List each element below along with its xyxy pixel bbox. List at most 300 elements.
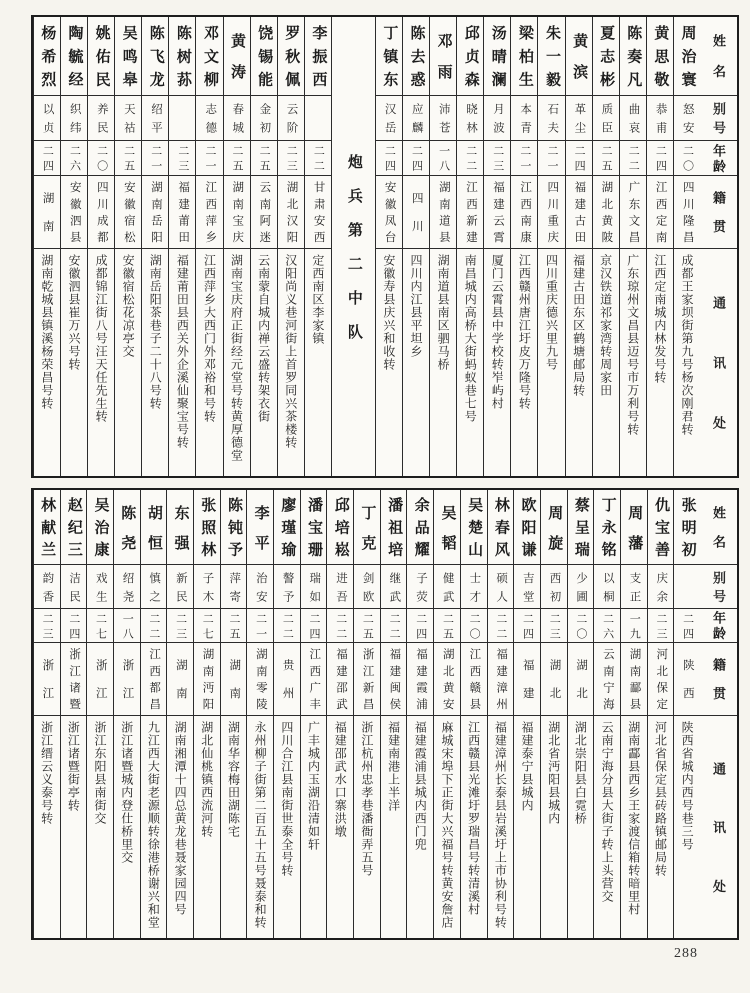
person-column <box>277 17 304 476</box>
person-name-cell: 林春风 <box>492 497 509 564</box>
person-native-cell: 福建漳州 <box>488 642 514 715</box>
person-address-cell: 广丰城内玉湖沿清如轩 <box>301 715 327 938</box>
person-column <box>487 490 514 938</box>
person-alias-cell <box>674 564 700 608</box>
person-alias-cell: 金初 <box>251 95 277 140</box>
person-name-cell: 夏志彬 <box>598 25 615 95</box>
person-name-cell: 吴韬 <box>439 504 456 564</box>
person-age-cell: 二一 <box>538 140 564 175</box>
person-address-cell: 湖南湘潭十四总黄龙巷聂家园四号 <box>167 715 193 938</box>
person-alias-cell: 庆余 <box>648 564 674 608</box>
artillery-unit-label: 炮兵第二中队 <box>345 154 362 358</box>
person-column <box>620 490 647 938</box>
person-native-cell: 湖北 <box>568 642 594 715</box>
top-roster-table <box>31 15 739 478</box>
person-native-cell: 四川隆昌 <box>674 175 700 248</box>
person-column <box>195 17 222 476</box>
person-address-cell: 福建莆田县西关外企溪仙聚宝号转 <box>169 248 195 476</box>
person-column <box>87 17 114 476</box>
person-address-cell: 浙江缙云义泰号转 <box>34 715 60 938</box>
person-column <box>220 490 247 938</box>
person-column <box>33 490 60 938</box>
person-column <box>429 17 456 476</box>
person-native-cell: 四川 <box>403 175 429 248</box>
person-age-cell: 二五 <box>354 608 380 642</box>
person-name-cell: 黄思敬 <box>652 25 669 95</box>
person-age-cell: 二七 <box>87 608 113 642</box>
person-address-cell: 永州柳子街第二百五十五号聂泰和转 <box>247 715 273 938</box>
person-name-cell: 丁镇东 <box>381 25 398 95</box>
person-address-cell: 汉阳尚义巷河街上首罗同兴茶楼转 <box>278 248 304 476</box>
person-age-cell: 二四 <box>514 608 540 642</box>
person-address-cell: 江西定南城内林发号转 <box>647 248 673 476</box>
person-column <box>646 17 673 476</box>
person-alias-cell: 春城 <box>224 95 250 140</box>
person-address-cell: 湖北仙桃镇西流河转 <box>194 715 220 938</box>
person-native-cell: 江西新建 <box>457 175 483 248</box>
person-address-cell: 云南宁海分县大街子转上头营交 <box>594 715 620 938</box>
person-age-cell: 二一 <box>142 140 168 175</box>
header-column <box>700 490 737 938</box>
person-name-cell: 林献兰 <box>39 497 56 564</box>
person-address-cell: 江西赣县光滩圩罗瑞昌号转清溪村 <box>461 715 487 938</box>
person-name-cell: 陶毓经 <box>66 25 83 95</box>
person-name-cell: 邱贞森 <box>462 25 479 95</box>
person-alias-cell: 慎之 <box>141 564 167 608</box>
person-column <box>273 490 300 938</box>
header-alias: 别号 <box>700 564 737 608</box>
person-column <box>86 490 113 938</box>
person-name-cell: 潘祖培 <box>386 497 403 564</box>
person-age-cell: 二三 <box>648 608 674 642</box>
person-alias-cell: 支正 <box>621 564 647 608</box>
person-native-cell: 福建云霄 <box>484 175 510 248</box>
person-address-cell: 江西萍乡大西门外邓裕和号转 <box>196 248 222 476</box>
person-address-cell: 湖南道县南区驷马桥 <box>430 248 456 476</box>
person-native-cell: 江西都昌 <box>141 642 167 715</box>
person-column <box>406 490 433 938</box>
person-alias-cell: 治安 <box>247 564 273 608</box>
person-native-cell: 湖北黄陂 <box>593 175 619 248</box>
person-alias-cell: 天祜 <box>115 95 141 140</box>
person-alias-cell: 恭甫 <box>647 95 673 140</box>
person-name-cell: 东强 <box>172 504 189 564</box>
person-alias-cell: 沛苍 <box>430 95 456 140</box>
person-alias-cell: 绍尧 <box>114 564 140 608</box>
person-address-cell: 定西南区李家镇 <box>305 248 331 476</box>
person-age-cell: 二二 <box>381 608 407 642</box>
person-column <box>168 17 195 476</box>
person-address-cell: 浙江诸暨街亭转 <box>61 715 87 938</box>
person-name-cell: 陈奏凡 <box>625 25 642 95</box>
person-name-cell: 张明初 <box>679 497 696 564</box>
person-native-cell: 福建闽侯 <box>381 642 407 715</box>
person-column <box>619 17 646 476</box>
person-address-cell: 陕西省城内西号巷三号 <box>674 715 700 938</box>
person-alias-cell <box>305 95 331 140</box>
person-name-cell: 陈尧 <box>119 504 136 564</box>
person-address-cell: 南昌城内高桥大街蚂蚁巷七号 <box>457 248 483 476</box>
person-age-cell: 二一 <box>511 140 537 175</box>
header-name: 姓名 <box>711 506 726 564</box>
person-age-cell: 二五 <box>221 608 247 642</box>
person-age-cell: 一八 <box>430 140 456 175</box>
person-column <box>537 17 564 476</box>
person-age-cell: 二一 <box>196 140 222 175</box>
person-native-cell: 广东文昌 <box>620 175 646 248</box>
person-name-cell: 罗秋佩 <box>283 25 300 95</box>
person-alias-cell: 质臣 <box>593 95 619 140</box>
person-name-cell: 陈钝予 <box>225 497 242 564</box>
person-native-cell: 浙江 <box>87 642 113 715</box>
person-alias-cell: 戏生 <box>87 564 113 608</box>
person-native-cell: 浙江 <box>34 642 60 715</box>
person-native-cell: 福建邵武 <box>327 642 353 715</box>
person-alias-cell: 以桐 <box>594 564 620 608</box>
person-name-cell: 胡恒 <box>145 504 162 564</box>
person-age-cell: 二五 <box>434 608 460 642</box>
person-alias-cell: 洁民 <box>61 564 87 608</box>
person-age-cell: 二二 <box>274 608 300 642</box>
person-address-cell: 京汉铁道祁家湾转周家田 <box>593 248 619 476</box>
person-age-cell: 二五 <box>115 140 141 175</box>
person-address-cell: 安徽寿县庆兴和收转 <box>376 248 402 476</box>
person-address-cell: 广东琼州文昌县迈号市万利号转 <box>620 248 646 476</box>
person-address-cell: 福建南港上半洋 <box>381 715 407 938</box>
person-name-cell: 邱培崧 <box>332 497 349 564</box>
person-native-cell: 湖南岳阳 <box>142 175 168 248</box>
person-column <box>140 490 167 938</box>
person-native-cell: 江西广丰 <box>301 642 327 715</box>
person-age-cell: 二〇 <box>88 140 114 175</box>
person-age-cell: 二二 <box>457 140 483 175</box>
person-column <box>250 17 277 476</box>
person-name-cell: 汤晴澜 <box>489 25 506 95</box>
person-alias-cell: 革尘 <box>566 95 592 140</box>
person-native-cell: 江西定南 <box>647 175 673 248</box>
person-age-cell: 二二 <box>141 608 167 642</box>
person-name-cell: 潘宝珊 <box>306 497 323 564</box>
person-native-cell: 安徽宿松 <box>115 175 141 248</box>
person-age-cell: 一九 <box>621 608 647 642</box>
person-address-cell: 湖北崇阳县白霓桥 <box>568 715 594 938</box>
person-column <box>673 17 700 476</box>
person-alias-cell: 謷予 <box>274 564 300 608</box>
person-age-cell: 二二 <box>488 608 514 642</box>
person-native-cell: 福建莆田 <box>169 175 195 248</box>
person-name-cell: 吴鸣皋 <box>120 25 137 95</box>
person-address-cell: 麻城宋埠下正街大兴福号转黄安詹店 <box>434 715 460 938</box>
person-native-cell: 湖南 <box>34 175 60 248</box>
header-address: 通讯处 <box>700 248 737 476</box>
person-address-cell: 湖南乾城县镇溪杨荣昌号转 <box>34 248 60 476</box>
person-address-cell: 四川合江县南街世泰全号转 <box>274 715 300 938</box>
person-native-cell: 四川成都 <box>88 175 114 248</box>
person-column <box>246 490 273 938</box>
person-address-cell: 安徽宿松花凉亭交 <box>115 248 141 476</box>
person-alias-cell: 织纬 <box>61 95 87 140</box>
person-column <box>353 490 380 938</box>
person-alias-cell: 应麟 <box>403 95 429 140</box>
person-column <box>540 490 567 938</box>
person-alias-cell: 继武 <box>381 564 407 608</box>
person-column <box>114 17 141 476</box>
person-native-cell: 河北保定 <box>648 642 674 715</box>
person-column <box>113 490 140 938</box>
person-native-cell: 安徽泗县 <box>61 175 87 248</box>
person-native-cell: 湖南沔阳 <box>194 642 220 715</box>
person-alias-cell: 少圃 <box>568 564 594 608</box>
person-column <box>565 17 592 476</box>
person-column <box>193 490 220 938</box>
person-name-cell: 周旋 <box>546 504 563 564</box>
person-name-cell: 陈去惑 <box>408 25 425 95</box>
person-age-cell: 二四 <box>376 140 402 175</box>
person-age-cell: 二〇 <box>568 608 594 642</box>
person-native-cell: 福建 <box>514 642 540 715</box>
person-address-cell: 湖北省沔阳县城内 <box>541 715 567 938</box>
person-name-cell: 邓文柳 <box>201 25 218 95</box>
person-native-cell: 四川重庆 <box>538 175 564 248</box>
person-native-cell: 湖北黄安 <box>434 642 460 715</box>
person-address-cell: 厦门云霄县中学校转岝屿村 <box>484 248 510 476</box>
person-column <box>647 490 674 938</box>
header-name: 姓名 <box>711 34 726 95</box>
person-name-cell: 陈树荪 <box>174 25 191 95</box>
person-column <box>510 17 537 476</box>
header-alias: 别号 <box>700 95 737 140</box>
person-address-cell: 湖南岳阳茶巷子二十八号转 <box>142 248 168 476</box>
person-alias-cell: 养民 <box>88 95 114 140</box>
person-address-cell: 福建邵武水口寨洪墩 <box>327 715 353 938</box>
person-native-cell: 云南宁海 <box>594 642 620 715</box>
person-alias-cell: 子荧 <box>407 564 433 608</box>
person-address-cell: 浙江杭州忠孝巷潘衙弄五号 <box>354 715 380 938</box>
person-alias-cell: 绍平 <box>142 95 168 140</box>
person-native-cell: 湖北 <box>541 642 567 715</box>
person-column <box>593 490 620 938</box>
person-native-cell: 湖南 <box>221 642 247 715</box>
header-native: 籍贯 <box>700 642 737 715</box>
person-alias-cell: 健武 <box>434 564 460 608</box>
person-name-cell: 李振西 <box>310 25 327 95</box>
person-age-cell: 二二 <box>305 140 331 175</box>
person-column <box>592 17 619 476</box>
person-alias-cell: 新民 <box>167 564 193 608</box>
person-alias-cell: 瑞如 <box>301 564 327 608</box>
person-name-cell: 廖瑾瑜 <box>279 497 296 564</box>
person-column <box>223 17 250 476</box>
person-name-cell: 饶锡能 <box>256 25 273 95</box>
person-address-cell: 湖南华容梅田湖陈宅 <box>221 715 247 938</box>
person-alias-cell: 西初 <box>541 564 567 608</box>
person-age-cell: 二五 <box>251 140 277 175</box>
person-column <box>673 490 700 938</box>
person-name-cell: 杨希烈 <box>39 25 56 95</box>
person-column <box>513 490 540 938</box>
person-age-cell: 二四 <box>566 140 592 175</box>
person-age-cell: 二三 <box>169 140 195 175</box>
person-column <box>456 17 483 476</box>
person-age-cell: 二二 <box>327 608 353 642</box>
person-native-cell: 湖南酃县 <box>621 642 647 715</box>
person-name-cell: 黄滨 <box>571 33 588 95</box>
person-alias-cell: 月波 <box>484 95 510 140</box>
person-column <box>567 490 594 938</box>
person-alias-cell: 韵香 <box>34 564 60 608</box>
person-age-cell: 二三 <box>34 608 60 642</box>
person-address-cell: 福建泰宁县城内 <box>514 715 540 938</box>
person-address-cell: 湖南宝庆府正街经元堂号转黄厚德堂 <box>224 248 250 476</box>
person-age-cell: 二二 <box>620 140 646 175</box>
person-alias-cell: 怒安 <box>674 95 700 140</box>
person-column <box>60 490 87 938</box>
person-alias-cell: 剑欧 <box>354 564 380 608</box>
person-age-cell: 二五 <box>224 140 250 175</box>
header-native: 籍贯 <box>700 175 737 248</box>
person-column <box>402 17 429 476</box>
person-address-cell: 江西赣州唐江圩皮万隆号转 <box>511 248 537 476</box>
person-native-cell: 浙江诸暨 <box>61 642 87 715</box>
person-name-cell: 丁永铭 <box>599 497 616 564</box>
person-age-cell: 二七 <box>194 608 220 642</box>
person-name-cell: 仇宝善 <box>652 497 669 564</box>
person-age-cell: 二四 <box>674 608 700 642</box>
person-age-cell: 二三 <box>167 608 193 642</box>
person-age-cell: 二六 <box>594 608 620 642</box>
person-column <box>33 17 60 476</box>
person-alias-cell: 硕人 <box>488 564 514 608</box>
header-address: 通讯处 <box>700 715 737 938</box>
person-native-cell: 湖北汉阳 <box>278 175 304 248</box>
person-age-cell: 二三 <box>484 140 510 175</box>
person-native-cell: 湖南零陵 <box>247 642 273 715</box>
person-column <box>380 490 407 938</box>
person-native-cell: 安徽凤台 <box>376 175 402 248</box>
person-age-cell: 二四 <box>407 608 433 642</box>
person-address-cell: 成都王家坝街第九号杨次刚君转 <box>674 248 700 476</box>
person-alias-cell: 汉岳 <box>376 95 402 140</box>
person-column <box>483 17 510 476</box>
header-age: 年龄 <box>700 608 737 642</box>
person-name-cell: 陈飞龙 <box>147 25 164 95</box>
person-address-cell: 福建漳州长泰县岩溪圩上市协利号转 <box>488 715 514 938</box>
person-alias-cell: 子木 <box>194 564 220 608</box>
person-age-cell: 二四 <box>301 608 327 642</box>
person-address-cell: 九江西大街老源顺转徐港桥谢兴和堂 <box>141 715 167 938</box>
person-alias-cell: 萍寄 <box>221 564 247 608</box>
person-native-cell: 福建古田 <box>566 175 592 248</box>
bottom-roster-table <box>31 488 739 940</box>
person-name-cell: 丁克 <box>359 504 376 564</box>
person-address-cell: 福建古田东区鹤塘邮局转 <box>566 248 592 476</box>
page-number: 288 <box>674 946 698 961</box>
person-alias-cell: 本青 <box>511 95 537 140</box>
person-alias-cell: 云阶 <box>278 95 304 140</box>
header-column <box>700 17 737 476</box>
person-name-cell: 姚佑民 <box>93 25 110 95</box>
person-age-cell: 二四 <box>647 140 673 175</box>
person-age-cell: 二〇 <box>461 608 487 642</box>
person-age-cell: 二四 <box>34 140 60 175</box>
person-address-cell: 湖南酃县西乡王家渡信箱转暗里村 <box>621 715 647 938</box>
person-native-cell: 江西南康 <box>511 175 537 248</box>
person-native-cell: 江西赣县 <box>461 642 487 715</box>
person-column <box>433 490 460 938</box>
person-name-cell: 周藩 <box>626 504 643 564</box>
person-column <box>60 17 87 476</box>
person-age-cell: 二六 <box>61 140 87 175</box>
person-column <box>300 490 327 938</box>
person-name-cell: 邓雨 <box>435 33 452 95</box>
person-age-cell: 二一 <box>247 608 273 642</box>
person-alias-cell: 晓林 <box>457 95 483 140</box>
person-column <box>141 17 168 476</box>
person-age-cell: 二四 <box>61 608 87 642</box>
person-native-cell: 陕西 <box>674 642 700 715</box>
person-name-cell: 吴楚山 <box>466 497 483 564</box>
person-address-cell: 浙江东阳县南街交 <box>87 715 113 938</box>
person-alias-cell: 石夫 <box>538 95 564 140</box>
person-name-cell: 余品耀 <box>412 497 429 564</box>
header-age: 年龄 <box>700 140 737 175</box>
person-alias-cell <box>169 95 195 140</box>
person-column <box>460 490 487 938</box>
person-age-cell: 一八 <box>114 608 140 642</box>
person-native-cell: 浙江 <box>114 642 140 715</box>
person-alias-cell: 士才 <box>461 564 487 608</box>
person-address-cell: 四川重庆德兴里九号 <box>538 248 564 476</box>
person-native-cell: 湖南 <box>167 642 193 715</box>
person-name-cell: 吴治康 <box>92 497 109 564</box>
person-name-cell: 蔡呈瑞 <box>572 497 589 564</box>
person-column <box>375 17 402 476</box>
person-age-cell: 二五 <box>593 140 619 175</box>
person-address-cell: 浙江诸暨城内登仕桥里交 <box>114 715 140 938</box>
person-name-cell: 欧阳谦 <box>519 497 536 564</box>
person-address-cell: 福建霞浦县城内西门兜 <box>407 715 433 938</box>
person-native-cell: 云南阿迷 <box>251 175 277 248</box>
person-native-cell: 甘肃安西 <box>305 175 331 248</box>
person-alias-cell: 志德 <box>196 95 222 140</box>
person-name-cell: 张照林 <box>199 497 216 564</box>
person-address-cell: 云南蒙自城内禅云盛转架衣街 <box>251 248 277 476</box>
person-age-cell: 二三 <box>278 140 304 175</box>
person-age-cell: 二四 <box>403 140 429 175</box>
person-native-cell: 湖南宝庆 <box>224 175 250 248</box>
person-address-cell: 成都锦江街八号汪天任先生转 <box>88 248 114 476</box>
person-native-cell: 贵州 <box>274 642 300 715</box>
person-name-cell: 赵纪三 <box>65 497 82 564</box>
person-column <box>166 490 193 938</box>
person-alias-cell: 曲哀 <box>620 95 646 140</box>
unit-label-column <box>331 17 375 476</box>
person-name-cell: 周治寰 <box>679 25 696 95</box>
person-name-cell: 朱一毅 <box>543 25 560 95</box>
person-native-cell: 浙江新昌 <box>354 642 380 715</box>
person-alias-cell: 以贞 <box>34 95 60 140</box>
person-column <box>326 490 353 938</box>
person-native-cell: 湖南道县 <box>430 175 456 248</box>
person-address-cell: 四川内江县平坦乡 <box>403 248 429 476</box>
person-alias-cell: 吉堂 <box>514 564 540 608</box>
person-address-cell: 河北省保定县砖路镇邮局转 <box>648 715 674 938</box>
person-name-cell: 梁柏生 <box>516 25 533 95</box>
person-native-cell: 福建霞浦 <box>407 642 433 715</box>
person-native-cell: 江西萍乡 <box>196 175 222 248</box>
person-name-cell: 黄涛 <box>229 33 246 95</box>
person-name-cell: 李平 <box>252 504 269 564</box>
